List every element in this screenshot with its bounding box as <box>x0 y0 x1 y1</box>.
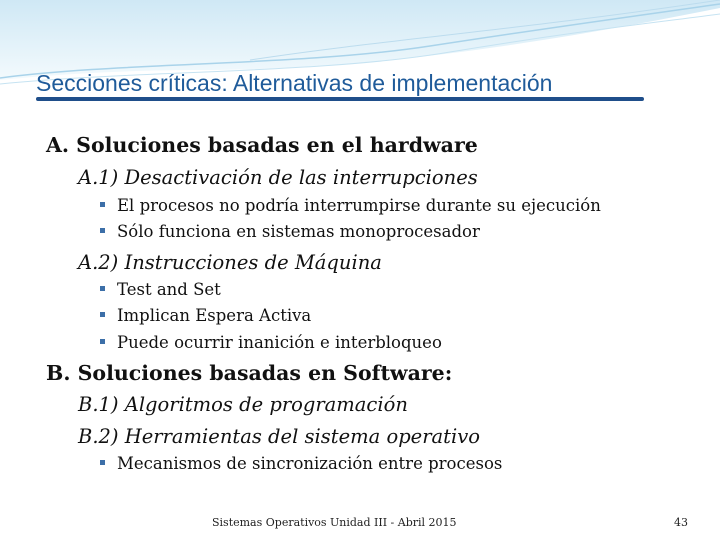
bullet-text: Mecanismos de sincronización entre procesos <box>117 454 503 473</box>
bullet-item <box>100 306 311 325</box>
subsection-heading-b2: B.2) Herramientas del sistema operativo <box>78 425 480 448</box>
bullet-square-icon <box>100 339 105 344</box>
bullet-text: El procesos no podría interrumpirse durante su ejecución <box>117 196 601 215</box>
footer-page-number: 43 <box>674 516 688 529</box>
bullet-item <box>100 454 502 473</box>
bullet-square-icon <box>100 228 105 233</box>
bullet-item <box>100 333 442 352</box>
section-heading-a: A. Soluciones basadas en el hardware <box>46 133 478 157</box>
bullet-square-icon <box>100 202 105 207</box>
bullet-item <box>100 196 601 215</box>
bullet-text: Implican Espera Activa <box>117 306 312 325</box>
bullet-item <box>100 222 480 241</box>
section-heading-b: B. Soluciones basadas en Software: <box>46 361 453 385</box>
bullet-square-icon <box>100 312 105 317</box>
bullet-text: Sólo funciona en sistemas monoprocesador <box>117 222 480 241</box>
bullet-square-icon <box>100 460 105 465</box>
bullet-item <box>100 280 221 299</box>
subsection-heading-a2: A.2) Instrucciones de Máquina <box>78 251 382 274</box>
subsection-heading-a1: A.1) Desactivación de las interrupciones <box>78 166 478 189</box>
footer-course: Sistemas Operativos <box>212 516 327 529</box>
footer-unit-date: Unidad III - Abril 2015 <box>330 516 457 529</box>
subsection-heading-b1: B.1) Algoritmos de programación <box>78 393 408 416</box>
bullet-square-icon <box>100 286 105 291</box>
slide-title: Secciones críticas: Alternativas de implementación <box>36 70 553 96</box>
bullet-text: Puede ocurrir inanición e interbloqueo <box>117 333 442 352</box>
bullet-text: Test and Set <box>117 280 221 299</box>
